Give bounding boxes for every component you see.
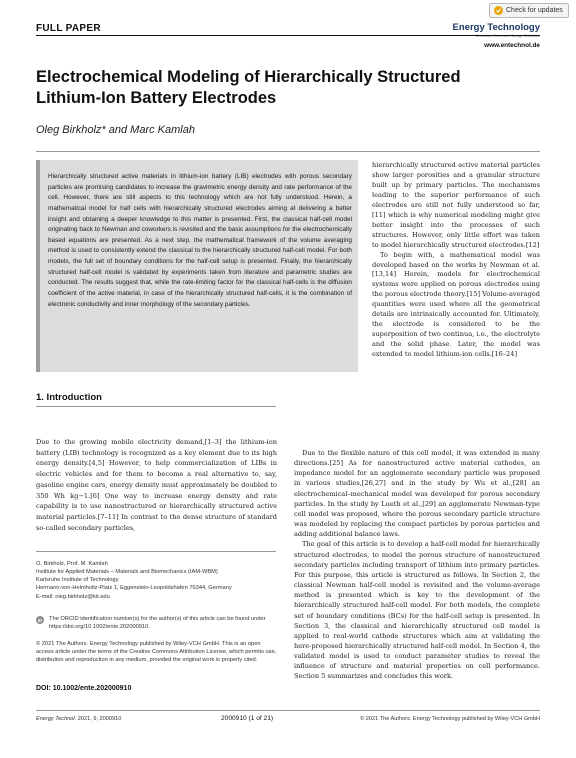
right-column-top: [372, 161, 540, 360]
footer-divider: [36, 710, 540, 711]
journal-name: Energy Technology: [452, 22, 540, 33]
page-number: 2000910 (1 of 21): [221, 715, 274, 722]
affiliation-line: Institute for Applied Materials – Materials and Biomechanics (IAM-WBM): [36, 569, 218, 576]
paragraph: The goal of this article is to develop a half-cell model for hierarchically structured electrodes, to model the porous structure of nanostructured secondary particles including transport of lithium into primary particles. For this purpose, this article is structured as follows. In Section 2, the classical Newman half-cell model is revisited and the volume-average method is presented which is key to the development of the hierarchically structured half-cell model. For both models, the complete set of boundary conditions (BCs) for the half-cell setup is presented. In Section 3, the classical and hierarchically structured cell model is applied to real-world cathode structures which aim at validating the here-proposed hierarchically structured half-cell model. In Section 4, the validated model is used to conduct parameter studies to reveal the influence of structure and material properties on cell performance. Section 5 summarizes and concludes this work.: [294, 540, 540, 681]
copyright-notice: © 2021 The Authors. Energy Technology published by Wiley-VCH GmbH. This is an open access article under the terms of the Creative Commons Attribution License, which permits use, distribution and reproduction in any medium, provided the original work is properly cited.: [36, 641, 277, 664]
doi-link[interactable]: DOI: 10.1002/ente.202000910: [36, 685, 132, 692]
article-title: [36, 67, 536, 109]
paragraph: hierarchically structured active material particles show larger porosities and a granular structure built up by primary particles. The mechanisms leading to the superior performance of such electrodes are still not fully understood so far,[11] which is why numerical modeling might give better insight into the processes of such structures. However, only little effort was taken to model hierarchically structured electrodes.[12]: [372, 161, 540, 249]
abstract-accent-bar: [36, 160, 40, 372]
check-for-updates-label: Check for updates: [506, 7, 563, 14]
citation-details: 2021, 9, 2000910: [77, 716, 122, 722]
check-updates-icon: [494, 6, 503, 15]
article-title-line-2: Lithium-Ion Battery Electrodes: [36, 89, 277, 107]
header-divider: [36, 35, 540, 36]
footer-citation: [36, 716, 121, 722]
footer-publisher: © 2021 The Authors. Energy Technology published by Wiley-VCH GmbH: [360, 716, 540, 722]
right-column-body: [294, 448, 540, 682]
journal-url-link[interactable]: www.entechnol.de: [484, 42, 540, 49]
paragraph: Due to the growing mobile electricity demand,[1–3] the lithium-ion battery (LIB) technology is recognized as a key element due to its high energy density.[4,5] However, to help commercialization of LIBs in electric vehicles and for them to become a real alternative to, say, gasoline engine cars, energy density must approximately be doubled to 350 Wh kg−1.[6] One way to increase energy density and rate capability is to use nanostructured or hierarchically structured active material particles.[7–11] In contrast to the dense structure of standard so-called secondary particles,: [36, 438, 277, 532]
introduction-body: [36, 437, 277, 533]
affiliation-line: O. Birkholz, Prof. M. Kamlah: [36, 561, 108, 567]
affiliation-line: Karlsruhe Institute of Technology: [36, 577, 119, 584]
footnote-divider: [36, 551, 276, 552]
introduction-heading: 1. Introduction: [36, 392, 102, 403]
title-divider: [36, 151, 540, 152]
paragraph: To begin with, a mathematical model was developed based on the works by Newman et al.[13,14] Herein, models for electrochemical systems were applied on porous electrodes using the porous electrode theory.[15] Volume-averaged quantities were used where all the geometrical details are intrinsically accounted for. Ultimately, the electrode is considered to be the superposition of two continua, i.e., the electrolyte and the solid phase. Later, the model was extended to model lithium-ion cells.[16–24]: [372, 250, 540, 359]
section-divider: [36, 406, 276, 407]
check-for-updates-button[interactable]: [489, 3, 569, 18]
email-link[interactable]: E-mail: oleg.birkholz@kit.edu: [36, 593, 110, 600]
article-type-label: FULL PAPER: [36, 23, 101, 34]
orcid-note: [36, 615, 278, 631]
article-title-line-1: Electrochemical Modeling of Hierarchically Structured: [36, 68, 461, 86]
abstract-box: [36, 160, 358, 372]
affiliation-line: Hermann-von-Helmholtz-Platz 1, Eggenstein-Leopoldshafen 76344, Germany: [36, 585, 232, 592]
orcid-text: The ORCID identification number(s) for the author(s) of this article can be found under https://doi.org/10.1002/ente.202000910.: [49, 616, 266, 631]
orcid-icon: iD: [37, 617, 43, 623]
abstract-text: Hierarchically structured active materials in lithium-ion battery (LIB) electrodes with porous secondary particles are promising candidates to increase the gravimetric energy density and rate performance of the cell. However, there are still aspects to this technology which are not fully understood. Herein, a mathematical model for half cells with hierarchically structured electrodes aiming at delivering a better insight and obtaining a deeper knowledge to this matter is presented. First, the classical half-cell model originating back to Newman and coworkers is revisited and the basic assumptions for the electrochemically based equations are presented. As a next step, the mathematical framework of the volume averaging method is used to consistently extend the classical to the hierarchically structured half-cell model. For both models, the full set of boundary conditions for the half-cell setup is presented. Finally, the hierarchically structured half-cell model is validated by experiments taken from literature and parametric studies are conducted. The results suggest that, while the rate-limiting factor for the classical half-cells is the diffusion coefficient of the active material, in case of the hierarchically structured half-cells, it is the combination of electronic conductivity and inner morphology of the secondary particles.: [48, 173, 352, 308]
author-affiliation: [36, 560, 278, 601]
journal-abbreviation: Energy Technol.: [36, 716, 77, 722]
paragraph: Due to the flexible nature of this cell model, it was extended in many directions.[25] As for nanostructured active material cathodes, an impedance model for an agglomerate secondary particle was proposed in various studies,[26,27] and in the study by Wu et al.,[28] an electrochemical–mechanical model was developed for porous secondary particles. In the study by Lueth et al.,[29] an agglomerate Newman-type cell model was proposed, where the porous secondary particle structure was modeled by replacing the compact particles by porous particles and adding additional balance laws.: [294, 449, 540, 539]
author-list: Oleg Birkholz* and Marc Kamlah: [36, 124, 195, 136]
journal-tagline: Generation, Conversion, Storage, Distribution: [475, 34, 540, 38]
